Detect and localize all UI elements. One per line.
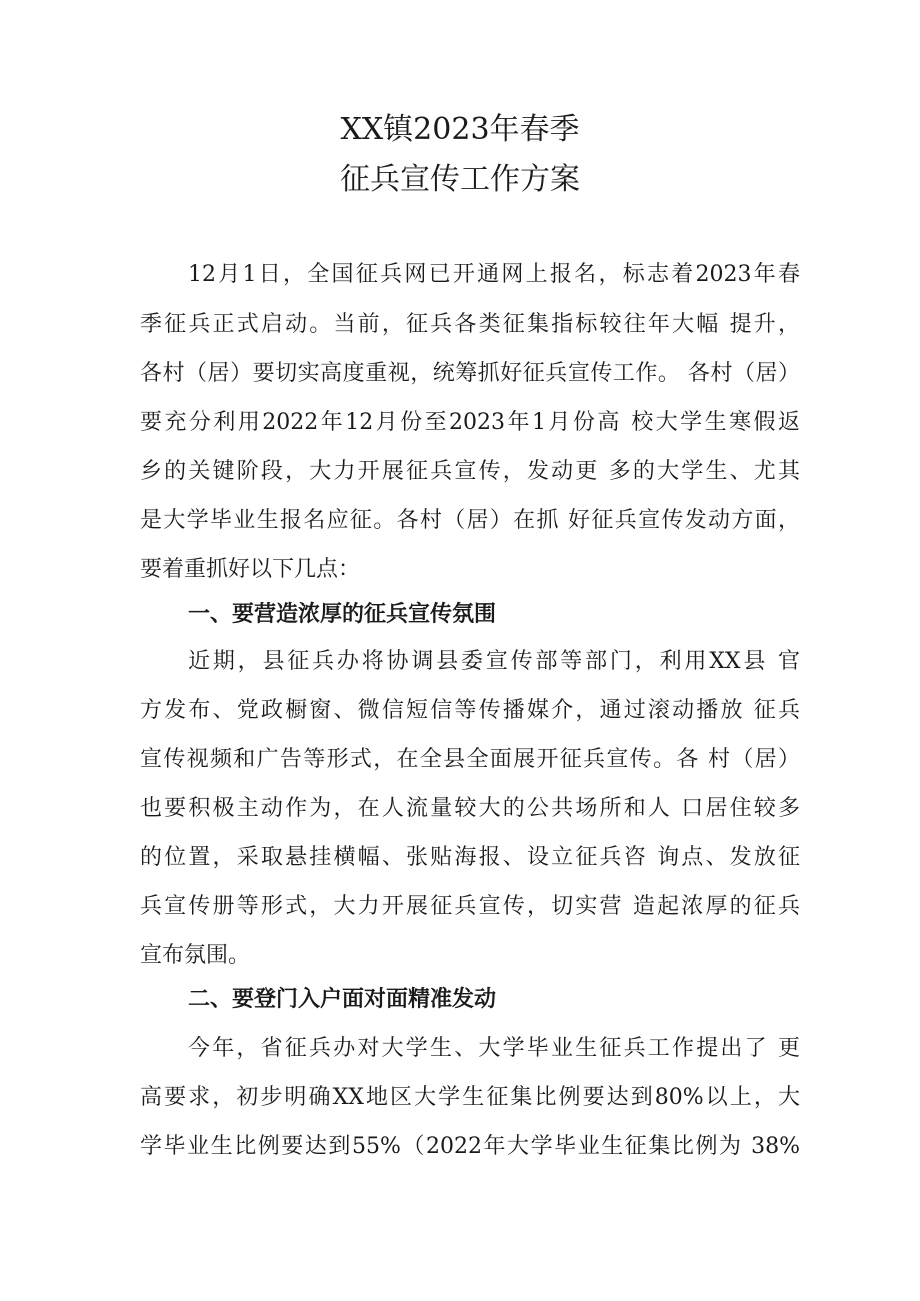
document-title-line1: XX镇2023年春季 bbox=[340, 112, 580, 147]
paragraph-line: 12月1日，全国征兵网已开通网上报名，标志着2023年春 bbox=[188, 262, 800, 287]
paragraph-line: 乡的关键阶段，大力开展征兵宣传，发动更 多的大学生、尤其 bbox=[140, 459, 800, 484]
paragraph-line: 近期，县征兵办将协调县委宣传部等部门，利用XX县 官 bbox=[188, 649, 800, 674]
paragraph-line: 宣布氛围。 bbox=[140, 943, 251, 968]
paragraph-line: 的位置，采取悬挂横幅、张贴海报、设立征兵咨 询点、发放征 bbox=[140, 845, 800, 870]
paragraph-line: 要充分利用2022年12月份至2023年1月份高 校大学生寒假返 bbox=[140, 410, 800, 435]
paragraph-line: 今年，省征兵办对大学生、大学毕业生征兵工作提出了 更 bbox=[188, 1036, 800, 1061]
paragraph-line: 宣传视频和广告等形式，在全县全面展开征兵宣传。各 村（居） bbox=[140, 747, 800, 772]
paragraph-line: 学毕业生比例要达到55%（2022年大学毕业生征集比例为 38% bbox=[140, 1134, 800, 1159]
paragraph-line: 各村（居）要切实高度重视，统筹抓好征兵宣传工作。 各村（居） bbox=[140, 361, 800, 386]
section-heading-1: 一、要营造浓厚的征兵宣传氛围 bbox=[188, 602, 497, 627]
paragraph-line: 高要求，初步明确XX地区大学生征集比例要达到80%以上，大 bbox=[140, 1085, 800, 1110]
section-heading-2: 二、要登门入户面对面精准发动 bbox=[188, 987, 497, 1012]
paragraph-line: 方发布、党政橱窗、微信短信等传播媒介，通过滚动播放 征兵 bbox=[140, 698, 800, 723]
paragraph-line: 兵宣传册等形式，大力开展征兵宣传，切实营 造起浓厚的征兵 bbox=[140, 894, 800, 919]
document-title-line2: 征兵宣传工作方案 bbox=[340, 162, 580, 197]
paragraph-line: 要着重抓好以下几点： bbox=[140, 557, 361, 582]
paragraph-line: 是大学毕业生报名应征。各村（居）在抓 好征兵宣传发动方面， bbox=[140, 508, 800, 533]
paragraph-line: 也要积极主动作为，在人流量较大的公共场所和人 口居住较多 bbox=[140, 796, 800, 821]
paragraph-line: 季征兵正式启动。当前，征兵各类征集指标较往年大幅 提升， bbox=[140, 312, 800, 337]
